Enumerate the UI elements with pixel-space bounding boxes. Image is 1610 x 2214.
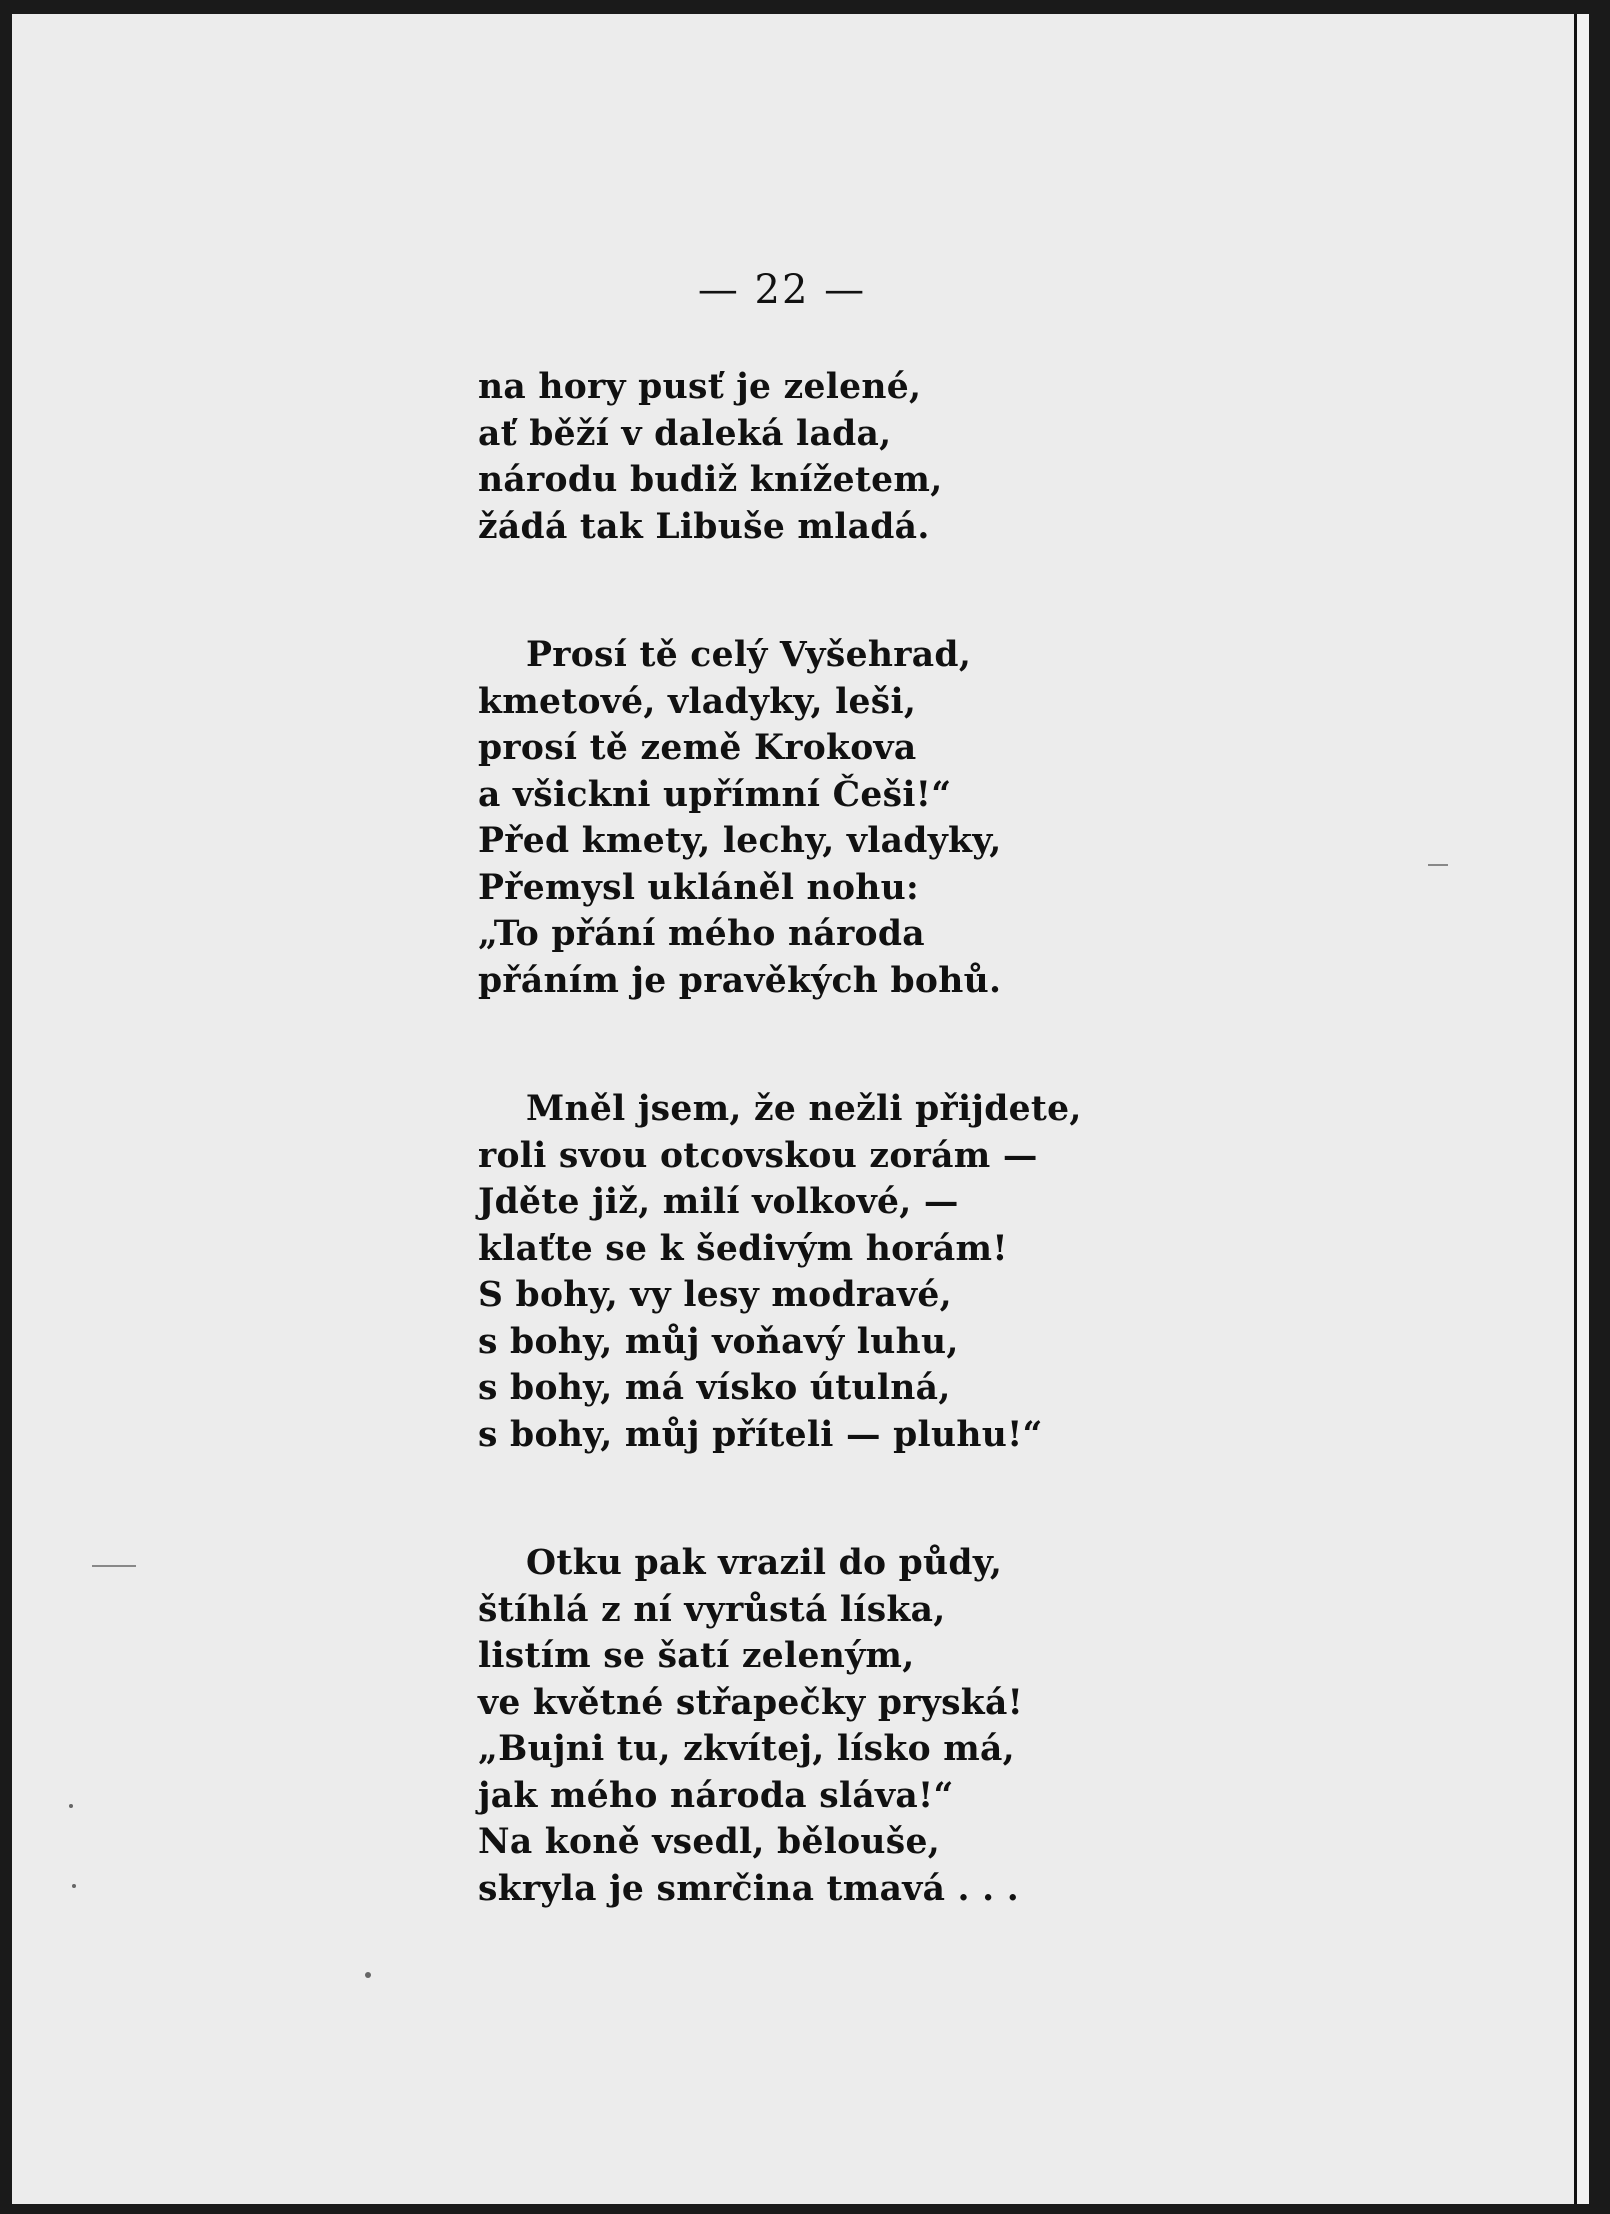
verse-line: ve květné střapečky pryská! bbox=[478, 1682, 1024, 1723]
verse-line: Jděte již, milí volkové, — bbox=[478, 1182, 959, 1222]
poem-text bbox=[478, 364, 1478, 1912]
scan-speck bbox=[365, 1972, 371, 1978]
page-edge bbox=[1574, 14, 1589, 2204]
verse-line: skryla je smrčina tmavá . . . bbox=[478, 1868, 1020, 1909]
verse-line: Před kmety, lechy, vladyky, bbox=[478, 821, 1002, 861]
verse-line: S bohy, vy lesy modravé, bbox=[478, 1275, 952, 1315]
verse-line: Otku pak vrazil do půdy, bbox=[526, 1543, 1003, 1583]
scan-mark bbox=[92, 1565, 136, 1567]
verse-line: štíhlá z ní vyrůstá líska, bbox=[478, 1589, 946, 1630]
verse-line: s bohy, můj voňavý luhu, bbox=[478, 1321, 959, 1362]
stanza-1 bbox=[478, 364, 1478, 550]
stanza-3 bbox=[478, 1086, 1478, 1458]
verse-line: Prosí tě celý Vyšehrad, bbox=[526, 635, 972, 675]
verse-line: a všickni upřímní Češi!“ bbox=[478, 774, 952, 815]
stanza-4 bbox=[478, 1540, 1478, 1912]
verse-line: žádá tak Libuše mladá. bbox=[478, 506, 930, 547]
scan-speck bbox=[69, 1804, 73, 1808]
verse-line: prosí tě země Krokova bbox=[478, 728, 917, 768]
verse-line: kmetové, vladyky, leši, bbox=[478, 681, 917, 722]
verse-line: ať běží v daleká lada, bbox=[478, 413, 892, 454]
verse-line: „Bujni tu, zkvítej, lísko má, bbox=[478, 1729, 1015, 1769]
verse-line: s bohy, má vísko útulná, bbox=[478, 1368, 951, 1408]
verse-line: Na koně vsedl, bělouše, bbox=[478, 1822, 941, 1862]
verse-line: přáním je pravěkých bohů. bbox=[478, 960, 1002, 1001]
scan-speck bbox=[72, 1884, 76, 1888]
verse-line: Mněl jsem, že nežli přijdete, bbox=[526, 1089, 1082, 1129]
verse-line: s bohy, můj příteli — pluhu!“ bbox=[478, 1414, 1043, 1455]
verse-line: na hory pusť je zelené, bbox=[478, 367, 922, 407]
verse-line: jak mého národa sláva!“ bbox=[478, 1775, 954, 1816]
verse-line: roli svou otcovskou zorám — bbox=[478, 1135, 1038, 1176]
verse-line: klaťte se k šedivým horám! bbox=[478, 1228, 1008, 1269]
page-number: — 22 — bbox=[697, 267, 867, 313]
scan-mark bbox=[1428, 864, 1448, 866]
verse-line: Přemysl ukláněl nohu: bbox=[478, 867, 920, 908]
verse-line: „To přání mého národa bbox=[478, 914, 925, 954]
verse-line: národu budiž knížetem, bbox=[478, 460, 943, 500]
verse-line: listím se šatí zeleným, bbox=[478, 1636, 915, 1676]
stanza-2 bbox=[478, 632, 1478, 1004]
book-page bbox=[12, 14, 1582, 2204]
